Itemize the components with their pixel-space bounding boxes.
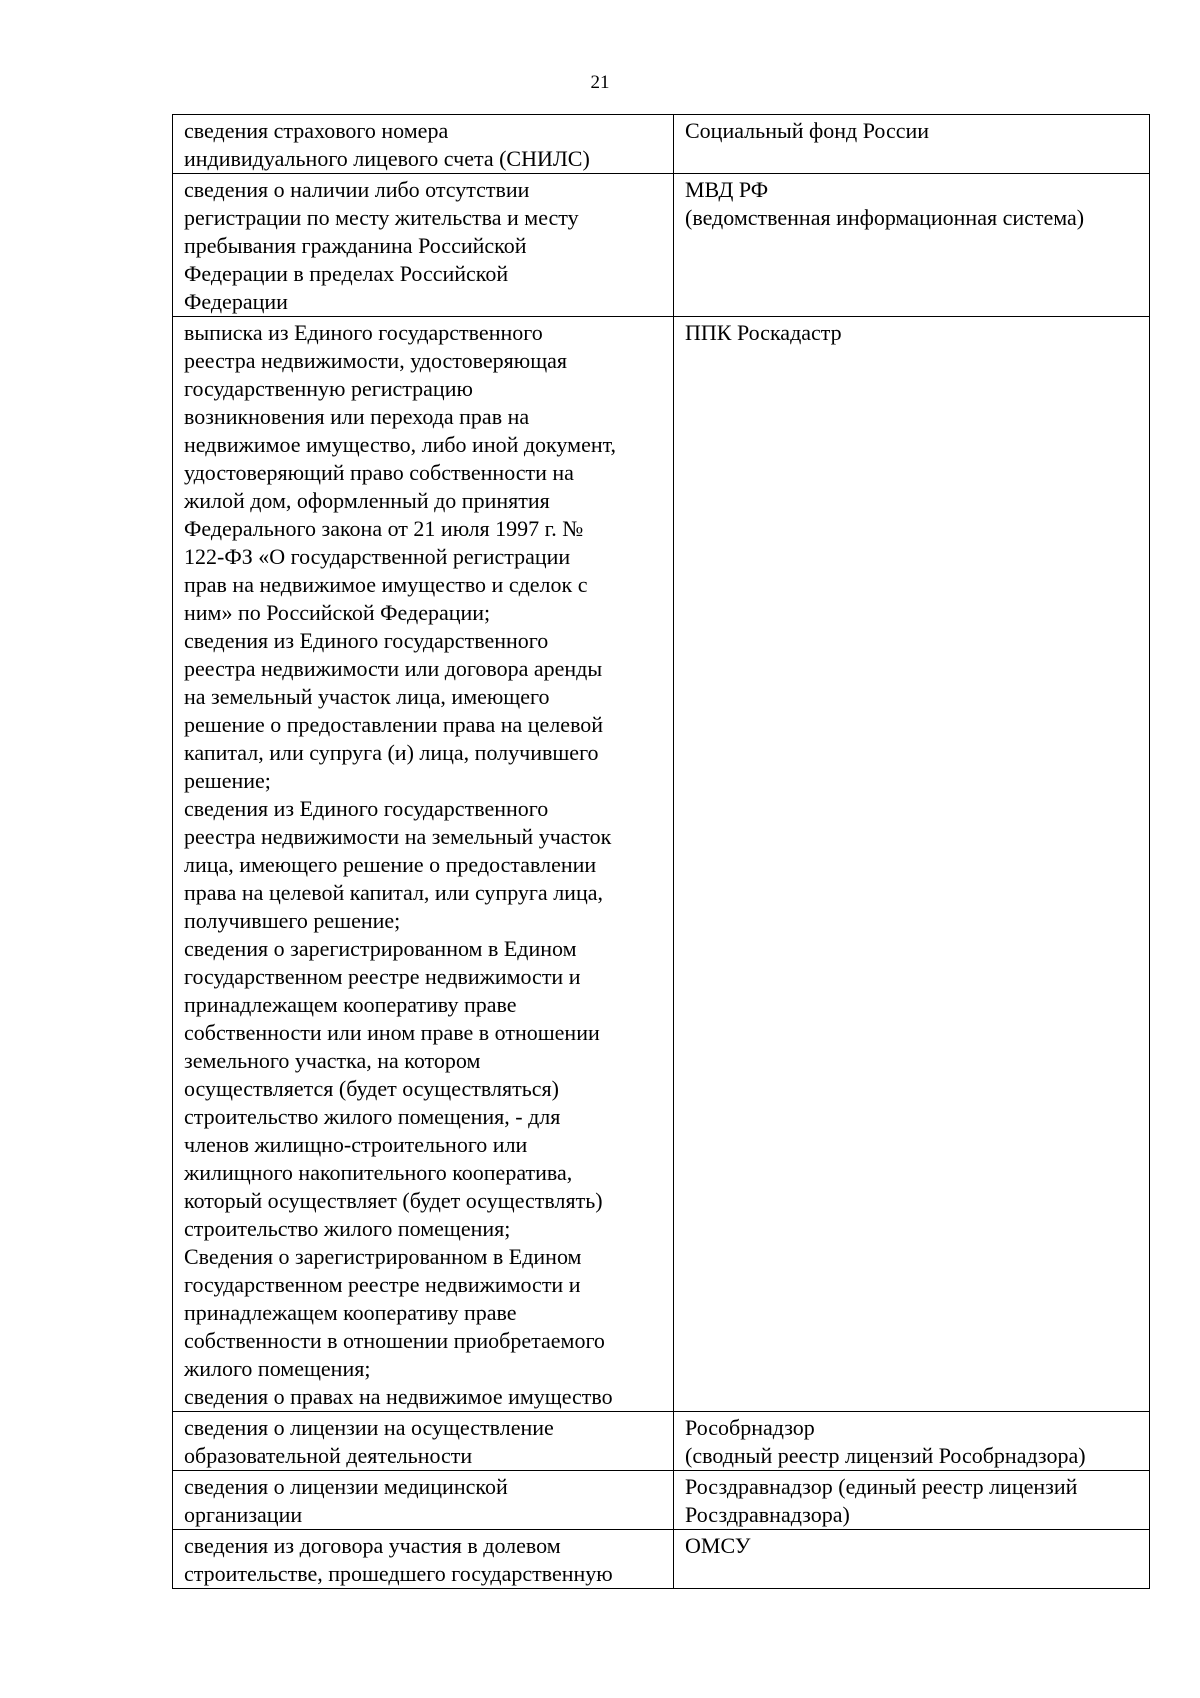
page-number: 21 — [590, 72, 610, 93]
table-cell-document: сведения о наличии либо отсутствии регистрации по месту жительства и месту пребывания гражданина Российской Федерации в пределах Российской Федерации — [173, 174, 674, 317]
table-cell-source: Росздравнадзор (единый реестр лицензий Росздравнадзора) — [674, 1471, 1150, 1530]
table-cell-document: выписка из Единого государственного реестра недвижимости, удостоверяющая государственную регистрацию возникновения или перехода прав на недвижимое имущество, либо иной документ, удостоверяющий право собственности на жилой дом, оформленный до принятия Федерального закона от 21 июля 1997 г. № 122-ФЗ «О государственной регистрации прав на недвижимое имущество и сделок с ним» по Российской Федерации; сведения из Единого государственного реестра недвижимости или договора аренды на земельный участок лица, имеющего решение о предоставлении права на целевой капитал, или супруга (и) лица, получившего решение; сведения из Единого государственного реестра недвижимости на земельный участок лица, имеющего решение о предоставлении права на целевой капитал, или супруга лица, получившего решение; сведения о зарегистрированном в Едином государственном реестре недвижимости и принадлежащем кооперативу праве собственности или ином праве в отношении земельного участка, на котором осуществляется (будет осуществляться) строительство жилого помещения, - для членов жилищно-строительного или жилищного накопительного кооператива, который осуществляет (будет осуществлять) строительство жилого помещения; Сведения о зарегистрированном в Едином государственном реестре недвижимости и принадлежащем кооперативу праве собственности в отношении приобретаемого жилого помещения; сведения о правах на недвижимое имущество — [173, 317, 674, 1412]
table-row — [173, 1530, 1150, 1589]
table-cell-source: ОМСУ — [674, 1530, 1150, 1589]
table-cell-source: Социальный фонд России — [674, 115, 1150, 174]
document-table — [172, 114, 1150, 1589]
table-cell-document: сведения из договора участия в долевом строительстве, прошедшего государственную — [173, 1530, 674, 1589]
table-row — [173, 1412, 1150, 1471]
table-row — [173, 1471, 1150, 1530]
table-cell-document: сведения о лицензии на осуществление образовательной деятельности — [173, 1412, 674, 1471]
table-row — [173, 115, 1150, 174]
table-cell-source: ППК Роскадастр — [674, 317, 1150, 1412]
table-cell-document: сведения страхового номера индивидуального лицевого счета (СНИЛС) — [173, 115, 674, 174]
table-cell-source: Рособрнадзор (сводный реестр лицензий Рособрнадзора) — [674, 1412, 1150, 1471]
table-cell-document: сведения о лицензии медицинской организации — [173, 1471, 674, 1530]
table-row — [173, 174, 1150, 317]
table-cell-source: МВД РФ (ведомственная информационная система) — [674, 174, 1150, 317]
table-row — [173, 317, 1150, 1412]
